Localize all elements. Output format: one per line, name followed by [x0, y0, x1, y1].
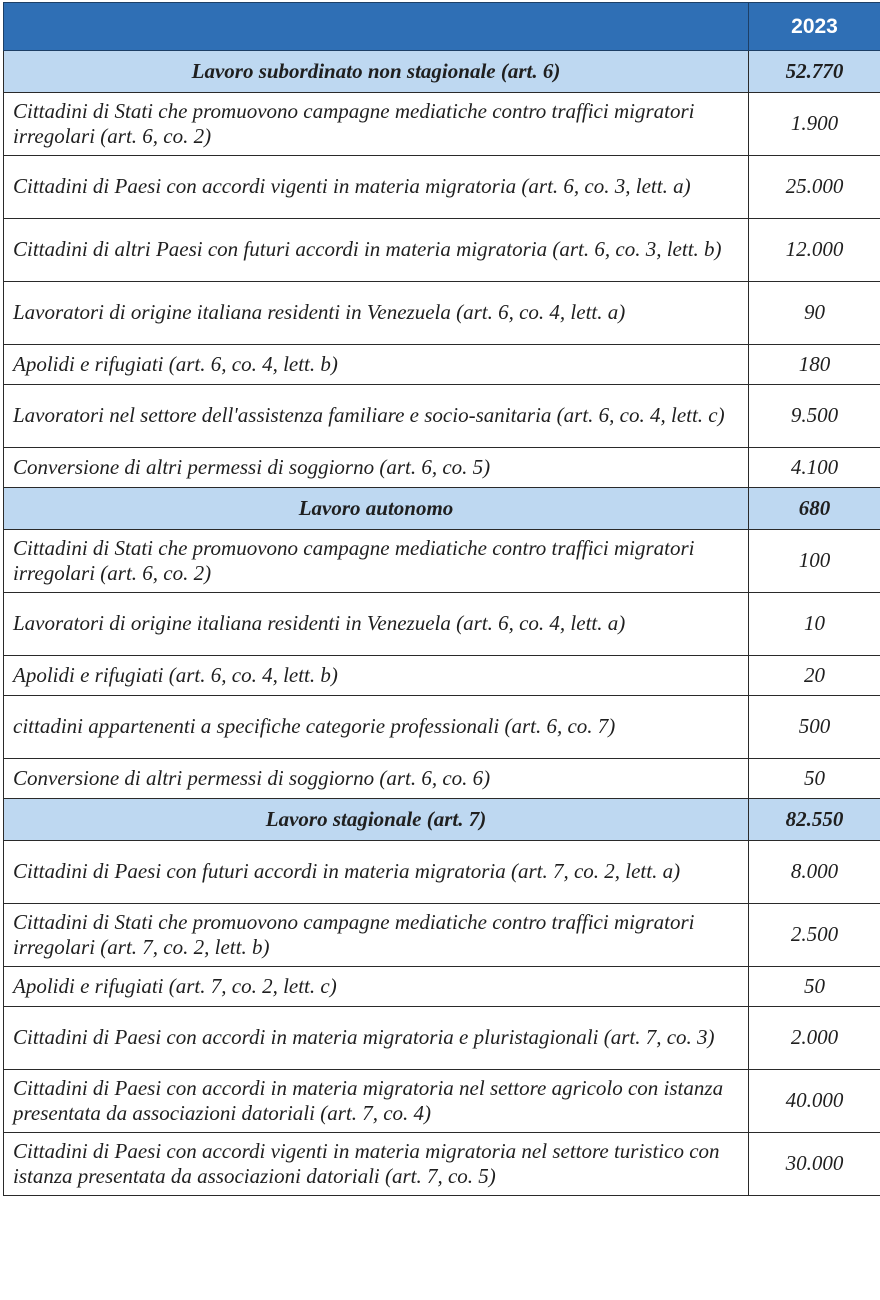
- row-description: Cittadini di Paesi con futuri accordi in materia migratoria (art. 7, co. 2, lett. a): [4, 841, 749, 904]
- row-value: 50: [749, 967, 880, 1007]
- row-description: Apolidi e rifugiati (art. 7, co. 2, lett. c): [4, 967, 749, 1007]
- section-title: Lavoro subordinato non stagionale (art. 6): [4, 51, 749, 93]
- section-title: Lavoro autonomo: [4, 488, 749, 530]
- row-value: 1.900: [749, 93, 880, 156]
- table-row: [4, 1070, 880, 1133]
- table-row: [4, 282, 880, 345]
- row-value: 100: [749, 530, 880, 593]
- table-row: [4, 967, 880, 1007]
- row-value: 4.100: [749, 448, 880, 488]
- header-empty-cell: [4, 3, 749, 51]
- row-description: Apolidi e rifugiati (art. 6, co. 4, lett. b): [4, 656, 749, 696]
- row-description: Cittadini di Stati che promuovono campagne mediatiche contro traffici migratori irregolari (art. 6, co. 2): [4, 530, 749, 593]
- section-total: 52.770: [749, 51, 880, 93]
- table-row: [4, 904, 880, 967]
- row-description: Apolidi e rifugiati (art. 6, co. 4, lett. b): [4, 345, 749, 385]
- row-description: Conversione di altri permessi di soggiorno (art. 6, co. 5): [4, 448, 749, 488]
- row-description: Conversione di altri permessi di soggiorno (art. 6, co. 6): [4, 759, 749, 799]
- row-value: 8.000: [749, 841, 880, 904]
- year-header: 2023: [749, 3, 880, 51]
- row-description: Cittadini di Stati che promuovono campagne mediatiche contro traffici migratori irregolari (art. 6, co. 2): [4, 93, 749, 156]
- section-header-row: [4, 799, 880, 841]
- row-description: Cittadini di Paesi con accordi in materia migratoria e pluristagionali (art. 7, co. 3): [4, 1007, 749, 1070]
- quota-table: [3, 2, 880, 1196]
- table-row: [4, 219, 880, 282]
- row-value: 180: [749, 345, 880, 385]
- section-total: 680: [749, 488, 880, 530]
- row-value: 10: [749, 593, 880, 656]
- row-description: Cittadini di Stati che promuovono campagne mediatiche contro traffici migratori irregolari (art. 7, co. 2, lett. b): [4, 904, 749, 967]
- row-description: Lavoratori nel settore dell'assistenza familiare e socio-sanitaria (art. 6, co. 4, lett. c): [4, 385, 749, 448]
- row-value: 25.000: [749, 156, 880, 219]
- table-row: [4, 759, 880, 799]
- row-value: 9.500: [749, 385, 880, 448]
- row-description: Lavoratori di origine italiana residenti in Venezuela (art. 6, co. 4, lett. a): [4, 593, 749, 656]
- row-value: 12.000: [749, 219, 880, 282]
- row-description: Cittadini di Paesi con accordi in materia migratoria nel settore agricolo con istanza presentata da associazioni datoriali (art. 7, co. 4): [4, 1070, 749, 1133]
- section-header-row: [4, 51, 880, 93]
- row-value: 2.000: [749, 1007, 880, 1070]
- table-row: [4, 841, 880, 904]
- section-header-row: [4, 488, 880, 530]
- row-description: Lavoratori di origine italiana residenti in Venezuela (art. 6, co. 4, lett. a): [4, 282, 749, 345]
- row-value: 20: [749, 656, 880, 696]
- row-description: Cittadini di Paesi con accordi vigenti in materia migratoria (art. 6, co. 3, lett. a): [4, 156, 749, 219]
- table-row: [4, 93, 880, 156]
- table-row: [4, 385, 880, 448]
- row-value: 40.000: [749, 1070, 880, 1133]
- row-value: 2.500: [749, 904, 880, 967]
- table-row: [4, 156, 880, 219]
- section-total: 82.550: [749, 799, 880, 841]
- row-value: 90: [749, 282, 880, 345]
- row-description: cittadini appartenenti a specifiche categorie professionali (art. 6, co. 7): [4, 696, 749, 759]
- table-row: [4, 696, 880, 759]
- table-row: [4, 448, 880, 488]
- table-row: [4, 1133, 880, 1196]
- row-value: 30.000: [749, 1133, 880, 1196]
- section-title: Lavoro stagionale (art. 7): [4, 799, 749, 841]
- row-description: Cittadini di Paesi con accordi vigenti in materia migratoria nel settore turistico con istanza presentata da associazioni datoriali (art. 7, co. 5): [4, 1133, 749, 1196]
- table-row: [4, 656, 880, 696]
- table-row: [4, 593, 880, 656]
- row-value: 500: [749, 696, 880, 759]
- table-row: [4, 1007, 880, 1070]
- table-header-row: [4, 3, 880, 51]
- table-row: [4, 530, 880, 593]
- table-row: [4, 345, 880, 385]
- row-value: 50: [749, 759, 880, 799]
- row-description: Cittadini di altri Paesi con futuri accordi in materia migratoria (art. 6, co. 3, lett. b): [4, 219, 749, 282]
